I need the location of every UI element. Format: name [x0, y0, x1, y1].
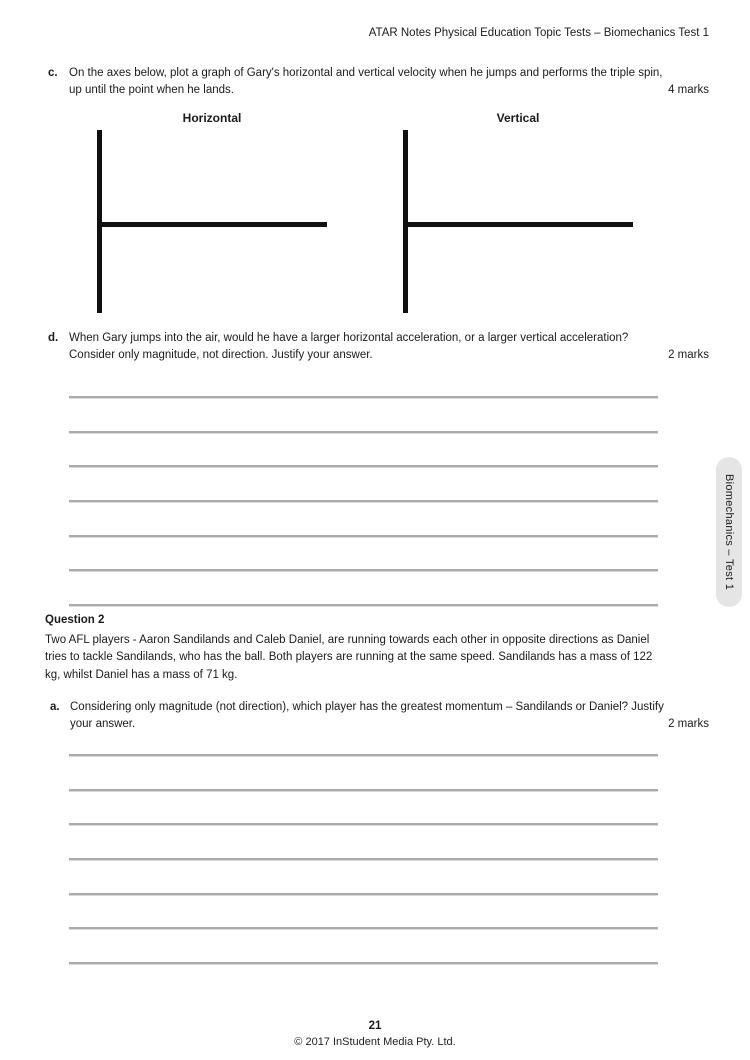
horizontal-axis-x-line	[97, 222, 327, 227]
answer-line	[69, 823, 658, 826]
answer-line	[69, 431, 658, 434]
question-d-marks: 2 marks	[668, 349, 709, 361]
vertical-axis-label: Vertical	[496, 111, 540, 125]
chapter-side-tab-label: Biomechanics – Test 1	[723, 473, 735, 591]
question-d-marker: d.	[48, 332, 59, 344]
answer-line	[69, 789, 658, 792]
question-d-text: When Gary jumps into the air, would he have a larger horizontal acceleration, or a larger vertical acceleration? Consider only magnitude, not direction. Justify your answer.	[69, 332, 629, 361]
copyright-notice: © 2017 InStudent Media Pty. Ltd.	[294, 1036, 456, 1048]
page-header: ATAR Notes Physical Education Topic Tests – Biomechanics Test 1	[368, 27, 709, 39]
question-2a-text: Considering only magnitude (not direction), which player has the greatest momentum – Sandilands or Daniel? Justify your answer.	[70, 701, 664, 730]
question-2-heading: Question 2	[45, 614, 105, 626]
answer-line	[69, 535, 658, 538]
question-2a-answer-lines	[69, 754, 658, 997]
answer-line	[69, 500, 658, 503]
question-c-marks: 4 marks	[668, 84, 709, 96]
answer-line	[69, 927, 658, 930]
answer-line	[69, 858, 658, 861]
question-2a-marker: a.	[50, 701, 60, 713]
answer-line	[69, 569, 658, 572]
question-c-marker: c.	[48, 67, 58, 79]
question-c-text: On the axes below, plot a graph of Gary's horizontal and vertical velocity when he jumps and performs the triple spin, up until the point when he lands.	[69, 67, 663, 96]
answer-line	[69, 465, 658, 468]
page-number: 21	[368, 1020, 382, 1032]
answer-line	[69, 604, 658, 607]
vertical-axis-x-line	[403, 222, 633, 227]
answer-line	[69, 962, 658, 965]
chapter-side-tab	[716, 457, 742, 607]
answer-line	[69, 396, 658, 399]
answer-line	[69, 754, 658, 757]
question-2-intro: Two AFL players - Aaron Sandilands and Caleb Daniel, are running towards each other in opposite directions as Daniel tries to tackle Sandilands, who has the ball. Both players are running at the same speed. Sandilands has a mass of 122 kg, whilst Daniel has a mass of 71 kg.	[45, 634, 653, 681]
question-2a-marks: 2 marks	[668, 718, 709, 730]
horizontal-axis-label: Horizontal	[182, 111, 242, 125]
answer-line	[69, 893, 658, 896]
question-d-answer-lines	[69, 396, 658, 639]
